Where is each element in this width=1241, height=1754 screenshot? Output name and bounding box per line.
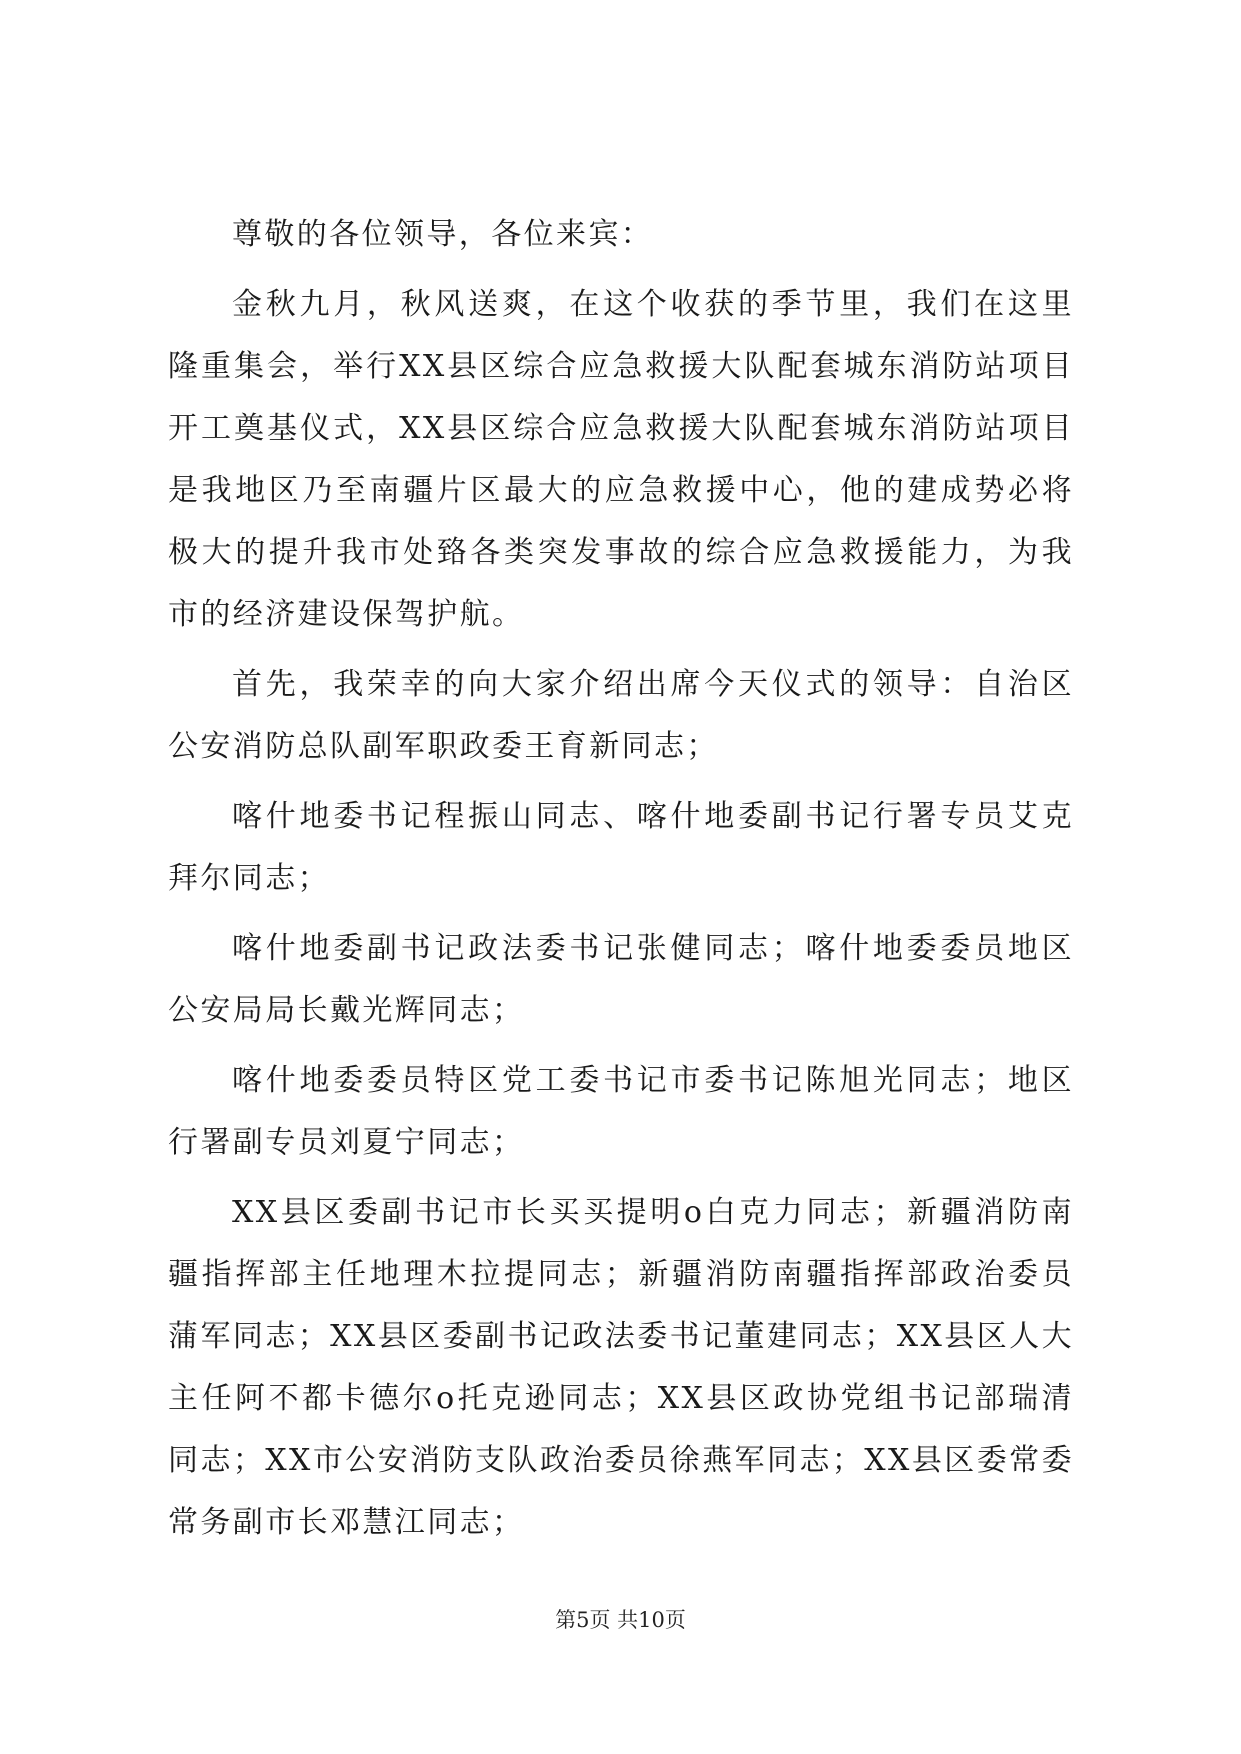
page-number-footer: 第5页 共10页: [555, 1608, 686, 1632]
paragraph-introduction: 首先，我荣幸的向大家介绍出席今天仪式的领导：自治区公安消防总队副军职政委王育新同志；: [168, 667, 1074, 764]
paragraph-opening: 金秋九月，秋风送爽，在这个收获的季节里，我们在这里隆重集会，举行XX县区综合应急救援大队配套城东消防站项目开工奠基仪式，XX县区综合应急救援大队配套城东消防站项目是我地区乃至南疆片区最大的应急救援中心，他的建成势必将极大的提升我市处臵各类突发事故的综合应急救援能力，为我市的经济建设保驾护航。: [168, 287, 1074, 632]
document-body: [168, 204, 1074, 1554]
paragraph-leaders-4: XX县区委副书记市长买买提明o白克力同志；新疆消防南疆指挥部主任地理木拉提同志；新疆消防南疆指挥部政治委员蒲军同志；XX县区委副书记政法委书记董建同志；XX县区人大主任阿不都卡德尔o托克逊同志；XX县区政协党组书记部瑞清同志；XX市公安消防支队政治委员徐燕军同志；XX县区委常委常务副市长邓慧江同志；: [168, 1195, 1074, 1540]
paragraph-greeting: 尊敬的各位领导，各位来宾：: [232, 217, 654, 252]
paragraph-leaders-3: 喀什地委委员特区党工委书记市委书记陈旭光同志；地区行署副专员刘夏宁同志；: [168, 1063, 1074, 1160]
paragraph-leaders-2: 喀什地委副书记政法委书记张健同志；喀什地委委员地区公安局局长戴光辉同志；: [168, 931, 1074, 1028]
paragraph-leaders-1: 喀什地委书记程振山同志、喀什地委副书记行署专员艾克拜尔同志；: [168, 799, 1074, 896]
